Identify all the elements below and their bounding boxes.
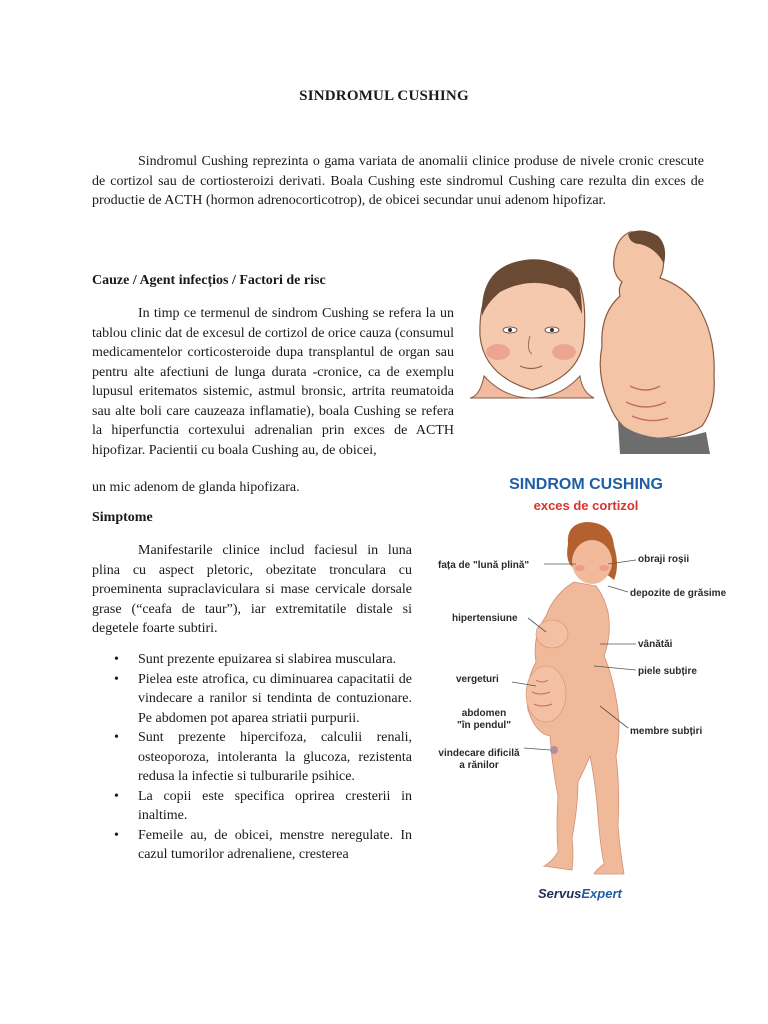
label-bruises: vânătăi [638,639,673,650]
page-title: SINDROMUL CUSHING [299,88,469,104]
intro-paragraph: Sindromul Cushing reprezinta o gama variata de anomalii clinice produse de nivele cronic crescute de cortizol sau de cortiosteroizi derivati. Boala Cushing este sindromul Cushing care rezulta din exces de productie de ACTH (hormon adrenocorticotrop), de obicei secundar unui adenom hipofizar. [92,154,704,208]
servusexpert-logo [538,886,622,901]
label-pendulous-abdomen [454,708,514,732]
symptoms-paragraph: Manifestarile clinice includ faciesul in luna plina cu aspect pletoric, obezitate tronculara cu proeminenta supraclaviculara si mase cervicale dorsale grase (“ceafa de taur”), iar extremitatile distale si degetele foarte subtiri. [92,543,412,636]
cushing-infographic [428,466,744,918]
list-item: • Sunt prezente epuizarea si slabirea musculara. [92,650,412,670]
cushing-face-body-illustration [470,226,720,454]
causes-heading: Cauze / Agent infecțios / Factori de risc [92,273,326,288]
label-healing-line2: a rănilor [459,760,499,771]
causes-paragraph-tail: un mic adenom de glanda hipofizara. [92,480,300,495]
label-hypertension: hipertensiune [452,613,518,624]
brand-part-b: Expert [581,886,622,901]
list-item: • Pielea este atrofica, cu diminuarea capacitatii de vindecare a ranilor si tendinta de contuzionare. Pe abdomen pot aparea striatii purpurii. [92,670,412,729]
brand-part-a: Servus [538,886,582,901]
infographic-title: SINDROM CUSHING [509,476,663,493]
causes-paragraph: In timp ce termenul de sindrom Cushing se refera la un tablou clinic dat de excesul de cortizol de orice cauza (consumul medicamentelor corticosteroide dupa transplantul de organ sau pentru alte afectiuni de lunga durata -cronice, ca de exemplu lupusul eritematos sistemic, astmul bronsic, artrita reumatoida sau alte boli care cauzeaza inflamatie), boala Cushing se refera la hiperfunctia cortexului adrenalian prin exces de ACTH hipofizar. Pacientii cu boala Cushing au, de obicei, [92,306,454,458]
list-item: • Sunt prezente hipercifoza, calculii renali, osteoporoza, intoleranta la glucoza, rezistenta redusa la infectie si tulburarile psihice. [92,728,412,787]
female-body-illustration [428,466,744,918]
infographic-subtitle: exces de cortizol [533,498,639,513]
label-thin-skin: piele subțire [638,666,697,677]
label-abdomen-line2: "în pendul" [457,720,511,731]
label-abdomen-line1: abdomen [461,708,507,719]
label-stretch-marks: vergeturi [456,674,499,685]
moon-face-illustration [470,259,594,398]
label-red-cheeks: obraji roșii [638,554,690,565]
label-healing-line1: vindecare dificilă [438,748,520,759]
list-item: • Femeile au, de obicei, menstre neregulate. In cazul tumorilor adrenaliene, cresterea [92,826,412,865]
label-moon-face: fața de "lună plină" [438,560,530,571]
symptoms-list [92,650,412,865]
list-item: • La copii este specifica oprirea cresterii in inaltime. [92,787,412,826]
label-fat-deposits: depozite de grăsime [630,588,727,599]
buffalo-hump-body-illustration [600,230,714,454]
symptoms-heading: Simptome [92,510,153,525]
label-poor-healing [432,748,526,772]
label-thin-limbs: membre subțiri [630,726,703,737]
